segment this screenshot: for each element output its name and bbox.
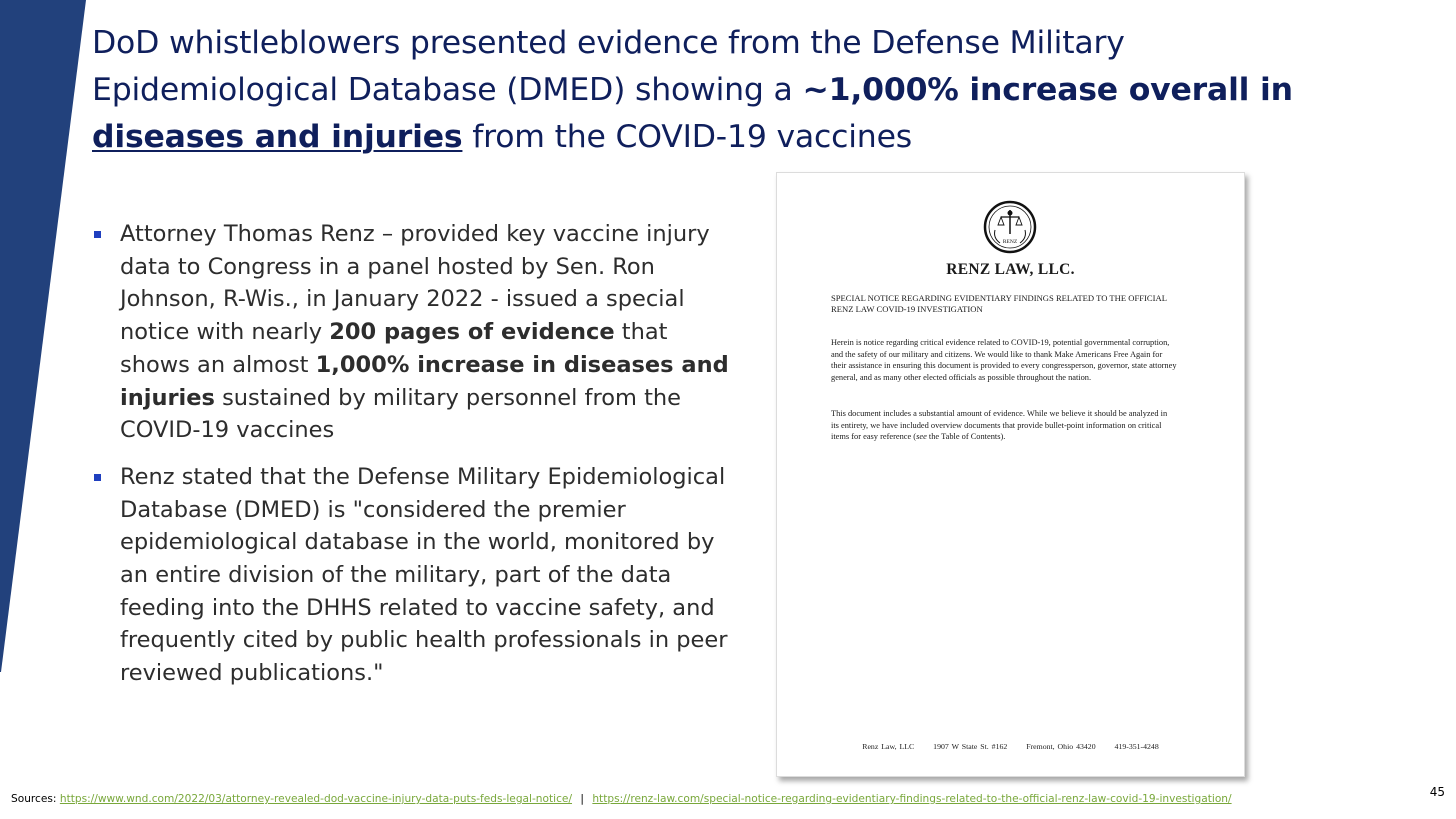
bullet-text: Renz stated that the Defense Military Epidemiological Database (DMED) is "considered the premier epidemiological database in the world, monitored by an entire division of the military, part of the data feeding into the DHHS related to vaccine safety, and frequently cited by public health professionals in peer reviewed publications." [120,463,728,687]
bullet-text: Attorney Thomas Renz – provided key vaccine injury data to Congress in a panel hosted by Sen. Ron Johnson, R-Wis., in January 2022 - issued a special notice with nearly [120,221,710,346]
left-accent-band [0,0,90,819]
square-bullet-icon [94,231,101,238]
notice-paragraph: This document includes a substantial amount of evidence. While we believe it should be analyzed in its entirety, we have included overview documents that provide bullet-point information on critical items for easy reference (see the Table of Contents). [831,409,1168,442]
sources-label: Sources: [11,793,57,805]
sources-line [11,793,1232,805]
footer-address: 1907 W State St. #162 [933,742,1008,751]
bullet-text: that shows an almost [120,319,668,378]
bullet-text: sustained by military personnel from the COVID-19 vaccines [120,384,681,444]
footer-phone: 419-351-4248 [1114,742,1159,751]
bullet-item [92,218,732,447]
document-footer [777,742,1244,751]
seal-text: RENZ [1002,239,1018,245]
bullet-item [92,461,732,690]
title-text-end: from the COVID-19 vaccines [462,119,912,155]
footer-city: Fremont, Ohio 43420 [1026,742,1096,751]
sources-separator: | [580,793,584,805]
bullet-emphasis: 1,000% increase in diseases and injuries [120,351,729,411]
slide-title [92,20,1312,161]
title-text: DoD whistleblowers presented evidence from the Defense Military Epidemiological Database (DMED) showing a [92,25,1125,108]
footer-firm: Renz Law, LLC [862,742,915,751]
firm-name: RENZ LAW, LLC. [946,261,1075,278]
bullet-list [92,218,732,704]
notice-paragraph: Herein is notice regarding critical evidence related to COVID-19, potential governmental corruption, and the safety of our military and citizens. We would like to thank Make Americans Free Again for their assistance in ensuring this document is provided to every congressperson, governor, state attorney general, and as many other elected officials as possible throughout the nation. [831,338,1177,382]
bullet-emphasis: 200 pages of evidence [329,319,615,346]
page-number: 45 [1429,785,1445,799]
title-emphasis-underlined: diseases and injuries [92,119,463,155]
law-firm-seal-icon [983,200,1037,254]
source-link-wnd[interactable]: https://www.wnd.com/2022/03/attorney-revealed-dod-vaccine-injury-data-puts-feds-legal-notice/ [59,793,573,805]
document-image [776,172,1245,777]
square-bullet-icon [94,474,101,481]
source-link-renz-law[interactable]: https://renz-law.com/special-notice-regarding-evidentiary-findings-related-to-the-official-renz-law-covid-19-investigation/ [592,793,1232,805]
notice-title: SPECIAL NOTICE REGARDING EVIDENTIARY FINDINGS RELATED TO THE OFFICIAL RENZ LAW COVID-19 INVESTIGATION [831,293,1167,314]
title-emphasis: ~1,000% increase overall in [802,72,1293,108]
